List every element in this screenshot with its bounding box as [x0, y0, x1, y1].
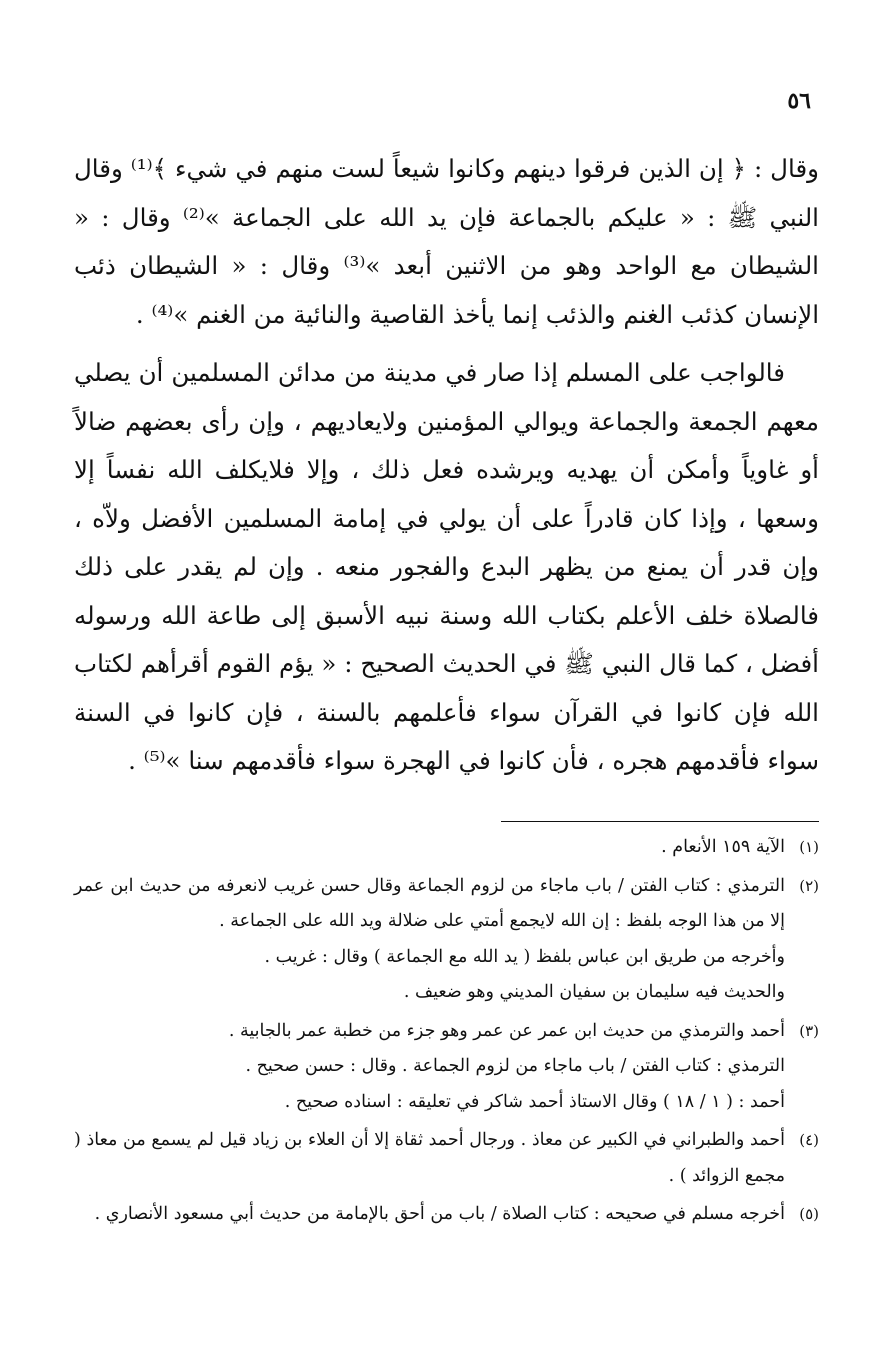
footnote-line: أخرجه مسلم في صحيحه : كتاب الصلاة / باب من أحق بالإمامة من حديث أبي مسعود الأنصاري .	[94, 1204, 785, 1224]
footnote-text	[74, 1014, 785, 1121]
footnote-number: (٤)	[799, 1131, 819, 1149]
main-text	[74, 145, 819, 786]
footnote-3	[74, 1014, 819, 1121]
footnote-number: (١)	[799, 838, 819, 856]
paragraph-1: وقال : ﴿ إن الذين فرقوا دينهم وكانوا شيعاً لست منهم في شيء ﴾⁽¹⁾ وقال النبي ﷺ : « عليكم بالجماعة فإن يد الله على الجماعة »⁽²⁾ وقال : « الشيطان مع الواحد وهو من الاثنين أبعد »⁽³⁾ وقال : « الشيطان ذئب الإنسان كذئب الغنم والذئب إنما يأخذ القاصية والنائية من الغنم »⁽⁴⁾ .	[74, 154, 819, 329]
footnote-line: والحديث فيه سليمان بن سفيان المديني وهو ضعيف .	[403, 982, 785, 1002]
footnote-text	[74, 1197, 785, 1233]
footnote-separator	[501, 821, 819, 822]
footnote-text	[74, 869, 785, 1011]
footnote-1	[74, 830, 819, 866]
footnote-line: أحمد : ( ١ / ١٨ ) وقال الاستاذ أحمد شاكر في تعليقه : اسناده صحيح .	[284, 1091, 785, 1112]
footnote-number: (٣)	[799, 1021, 819, 1040]
footnote-5	[74, 1197, 819, 1233]
footnote-2	[74, 869, 819, 1011]
footnote-text	[74, 1123, 785, 1194]
page-number: ٥٦	[787, 88, 811, 114]
paragraph-2: فالواجب على المسلم إذا صار في مدينة من مدائن المسلمين أن يصلي معهم الجمعة والجماعة ويوالي المؤمنين ولايعاديهم ، وإن رأى بعضهم ضالاً أو غاوياً وأمكن أن يهديه ويرشده فعل ذلك ، وإلا فلايكلف الله نفساً إلا وسعها ، وإذا كان قادراً على أن يولي في إمامة المسلمين الأفضل ولاّه ، وإن قدر أن يمنع من يظهر البدع والفجور منعه . وإن لم يقدر على ذلك فالصلاة خلف الأعلم بكتاب الله وسنة نبيه الأسبق إلى طاعة الله ورسوله أفضل ، كما قال النبي ﷺ في الحديث الصحيح : « يؤم القوم أقرأهم لكتاب الله فإن كانوا في القرآن سواء فأعلمهم بالسنة ، فإن كانوا في السنة سواء فأقدمهم هجره ، فأن كانوا في الهجرة سواء فأقدمهم سنا »⁽⁵⁾ .	[74, 358, 819, 775]
footnote-number: (٢)	[799, 876, 819, 895]
footnote-line: الترمذي : كتاب الفتن / باب ماجاء من لزوم الجماعة . وقال : حسن صحيح .	[245, 1056, 785, 1076]
footnote-line: أحمد والطبراني في الكبير عن معاذ . ورجال أحمد ثقاة إلا أن العلاء بن زياد قيل لم يسمع من معاذ ( مجمع الزوائد ) .	[74, 1130, 785, 1186]
footnote-line: وأخرجه من طريق ابن عباس بلفظ ( يد الله مع الجماعة ) وقال : غريب .	[264, 946, 785, 967]
footnote-number: (٥)	[799, 1205, 819, 1223]
footnotes	[74, 830, 819, 1236]
footnote-text	[74, 830, 785, 866]
footnote-line: أحمد والترمذي من حديث ابن عمر عن عمر وهو جزء من خطبة عمر بالجابية .	[228, 1020, 785, 1041]
footnote-4	[74, 1123, 819, 1194]
footnote-line: الآية ١٥٩ الأنعام .	[661, 837, 785, 857]
footnote-line: الترمذي : كتاب الفتن / باب ماجاء من لزوم الجماعة وقال حسن غريب لانعرفه من حديث ابن عمر إلا من هذا الوجه بلفظ : إن الله لايجمع أمتي على ضلالة ويد الله على الجماعة .	[74, 875, 785, 931]
